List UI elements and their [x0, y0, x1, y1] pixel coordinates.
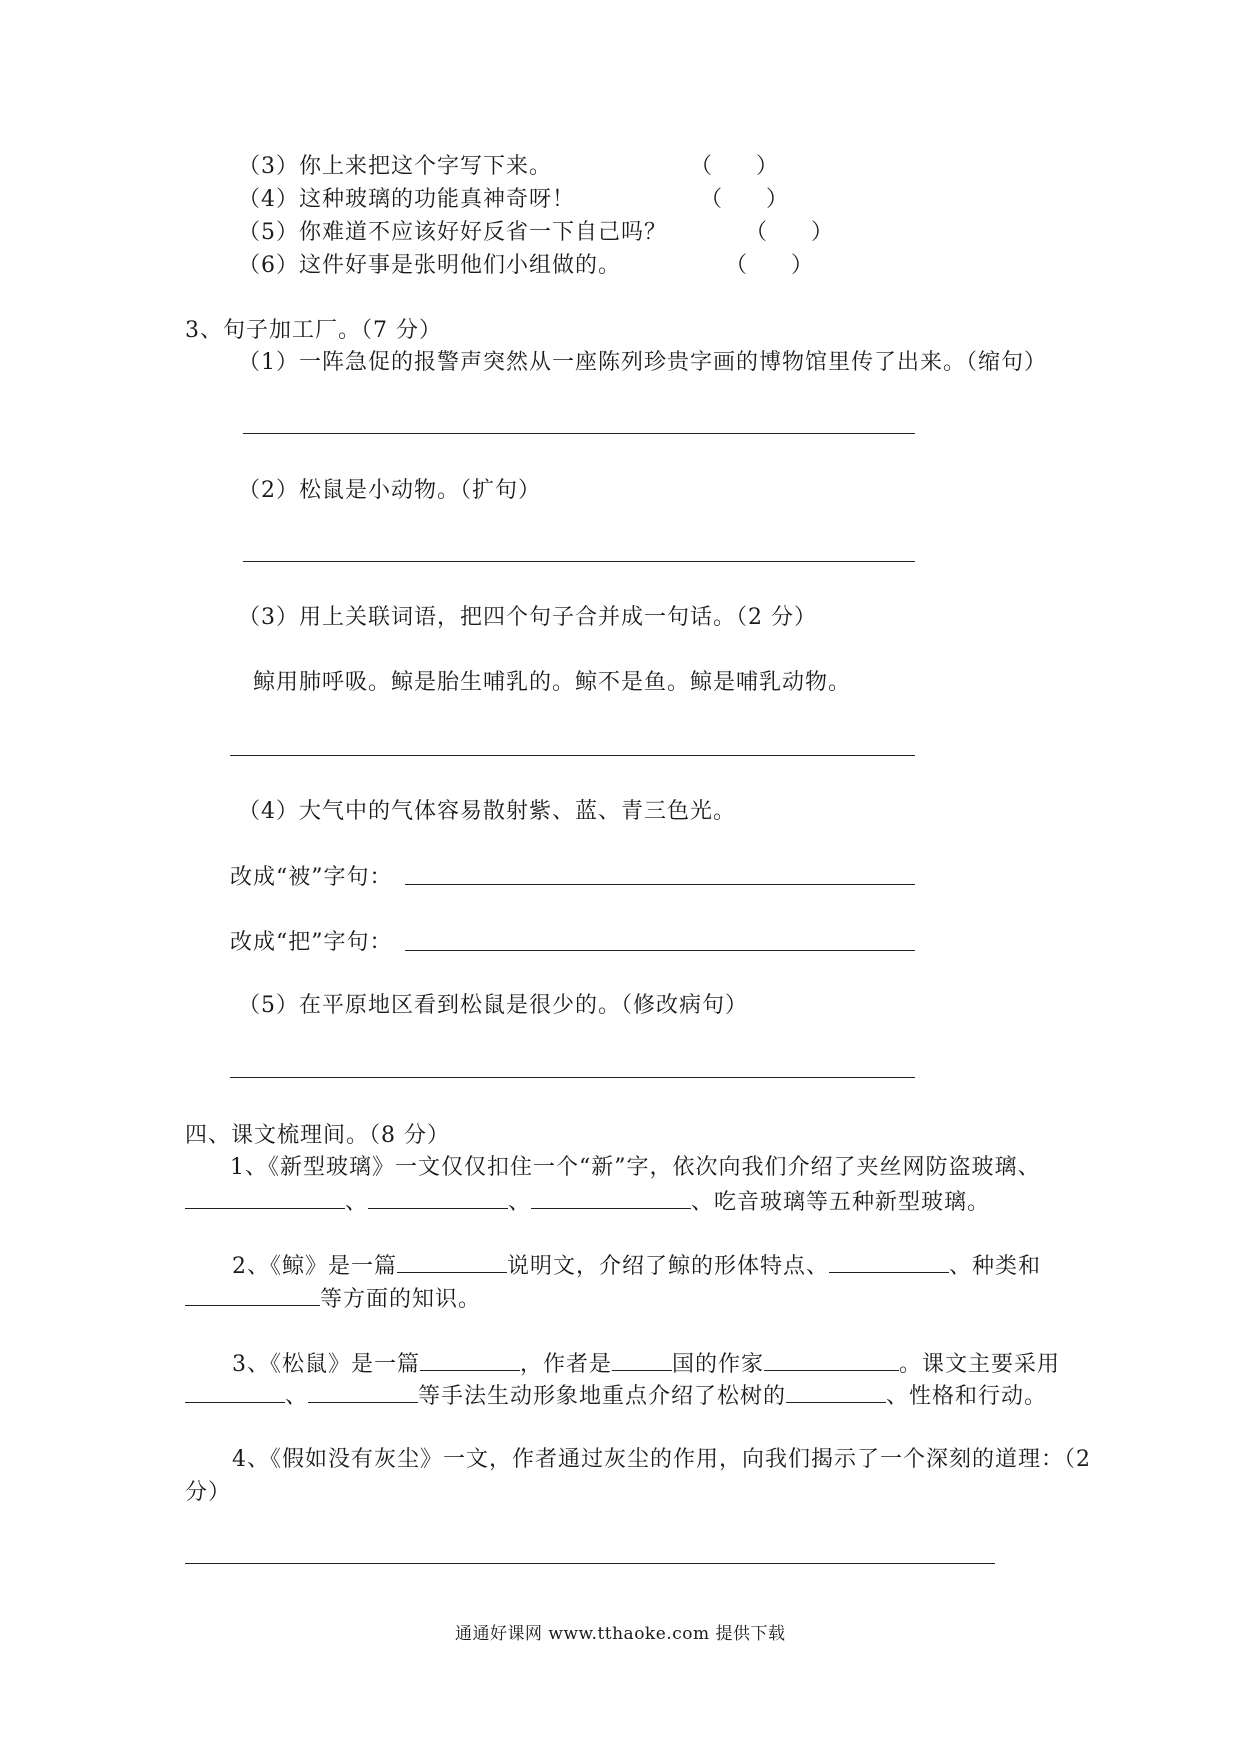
- answer-line-q4[interactable]: [185, 1563, 995, 1564]
- q2-text-a: 2、《鲸》是一篇: [232, 1254, 397, 1279]
- answer-line-ba[interactable]: [405, 950, 915, 951]
- q1-tail: 、吃音玻璃等五种新型玻璃。: [691, 1190, 991, 1215]
- q2-answer-paren-3[interactable]: （ ）: [690, 154, 779, 179]
- q2-answer-paren-6[interactable]: （ ）: [725, 253, 814, 278]
- item-3-sentence: 鲸用肺呼吸。鲸是胎生哺乳的。鲸不是鱼。鲸是哺乳动物。: [253, 670, 852, 695]
- q2-blank-1[interactable]: [397, 1254, 507, 1273]
- section-3-title: 3、句子加工厂。（7 分）: [185, 318, 442, 343]
- q3-blank-2[interactable]: [612, 1352, 672, 1371]
- q2-text-c: 、种类和: [949, 1254, 1042, 1279]
- answer-line-item-2[interactable]: [243, 561, 915, 562]
- q2-blank-2[interactable]: [829, 1254, 949, 1273]
- q2-text-d: 等方面的知识。: [320, 1287, 482, 1312]
- section-4-q3-line-2: [185, 1384, 1047, 1408]
- q2-item-5: （5）你难道不应该好好反省一下自己吗？: [238, 220, 667, 245]
- q2-item-6: （6）这件好事是张明他们小组做的。: [238, 253, 621, 278]
- bei-sentence-label: 改成“被”字句：: [230, 865, 393, 890]
- section-3-item-2: （2）松鼠是小动物。（扩句）: [238, 478, 541, 503]
- answer-line-bei[interactable]: [405, 884, 915, 885]
- q3-text-e: 、: [285, 1384, 309, 1409]
- q1-blank-3[interactable]: [531, 1190, 691, 1209]
- section-4-q4-line-1: 4、《假如没有灰尘》一文，作者通过灰尘的作用，向我们揭示了一个深刻的道理：（2: [232, 1447, 1091, 1472]
- q3-blank-5[interactable]: [308, 1384, 418, 1403]
- q2-answer-paren-4[interactable]: （ ）: [700, 187, 789, 212]
- q3-text-d: 。课文主要采用: [899, 1352, 1061, 1377]
- q1-blank-1[interactable]: [185, 1190, 345, 1209]
- q3-text-c: 国的作家: [672, 1352, 765, 1377]
- q1-separator-2: 、: [508, 1190, 532, 1215]
- answer-line-item-1[interactable]: [243, 433, 915, 434]
- section-4-q2-line-2: [185, 1287, 481, 1311]
- section-4-title: 四、课文梳理间。（8 分）: [185, 1123, 450, 1148]
- q3-blank-3[interactable]: [764, 1352, 899, 1371]
- section-3-item-5: （5）在平原地区看到松鼠是很少的。（修改病句）: [238, 993, 748, 1018]
- section-4-q1-line-2: [185, 1190, 990, 1214]
- q2-item-4: （4）这种玻璃的功能真神奇呀！: [238, 187, 575, 212]
- section-4-q2-line-1: [232, 1254, 1041, 1278]
- q1-separator-1: 、: [345, 1190, 369, 1215]
- q3-text-g: 、性格和行动。: [886, 1384, 1048, 1409]
- section-3-item-3: （3）用上关联词语，把四个句子合并成一句话。（2 分）: [238, 605, 817, 630]
- ba-sentence-label: 改成“把”字句：: [230, 930, 393, 955]
- q2-text-b: 说明文，介绍了鲸的形体特点、: [507, 1254, 830, 1279]
- q3-blank-1[interactable]: [420, 1352, 520, 1371]
- q1-blank-2[interactable]: [368, 1190, 508, 1209]
- q3-text-f: 等手法生动形象地重点介绍了松树的: [418, 1384, 787, 1409]
- q3-blank-6[interactable]: [786, 1384, 886, 1403]
- section-4-q1-line-1: 1、《新型玻璃》一文仅仅扣住一个“新”字，依次向我们介绍了夹丝网防盗玻璃、: [230, 1155, 1041, 1180]
- page-footer: 通通好课网 www.tthaoke.com 提供下载: [455, 1624, 786, 1644]
- q3-text-b: ，作者是: [520, 1352, 613, 1377]
- section-3-item-4: （4）大气中的气体容易散射紫、蓝、青三色光。: [238, 799, 736, 824]
- answer-line-item-5[interactable]: [230, 1077, 915, 1078]
- answer-line-item-3[interactable]: [230, 755, 915, 756]
- q2-blank-3[interactable]: [185, 1287, 320, 1306]
- q2-item-3: （3）你上来把这个字写下来。: [238, 154, 552, 179]
- q3-blank-4[interactable]: [185, 1384, 285, 1403]
- q2-answer-paren-5[interactable]: （ ）: [745, 220, 834, 245]
- section-3-item-1: （1）一阵急促的报警声突然从一座陈列珍贵字画的博物馆里传了出来。（缩句）: [238, 350, 1047, 375]
- section-4-q3-line-1: [232, 1352, 1060, 1376]
- q3-text-a: 3、《松鼠》是一篇: [232, 1352, 420, 1377]
- section-4-q4-line-2: 分）: [185, 1480, 232, 1505]
